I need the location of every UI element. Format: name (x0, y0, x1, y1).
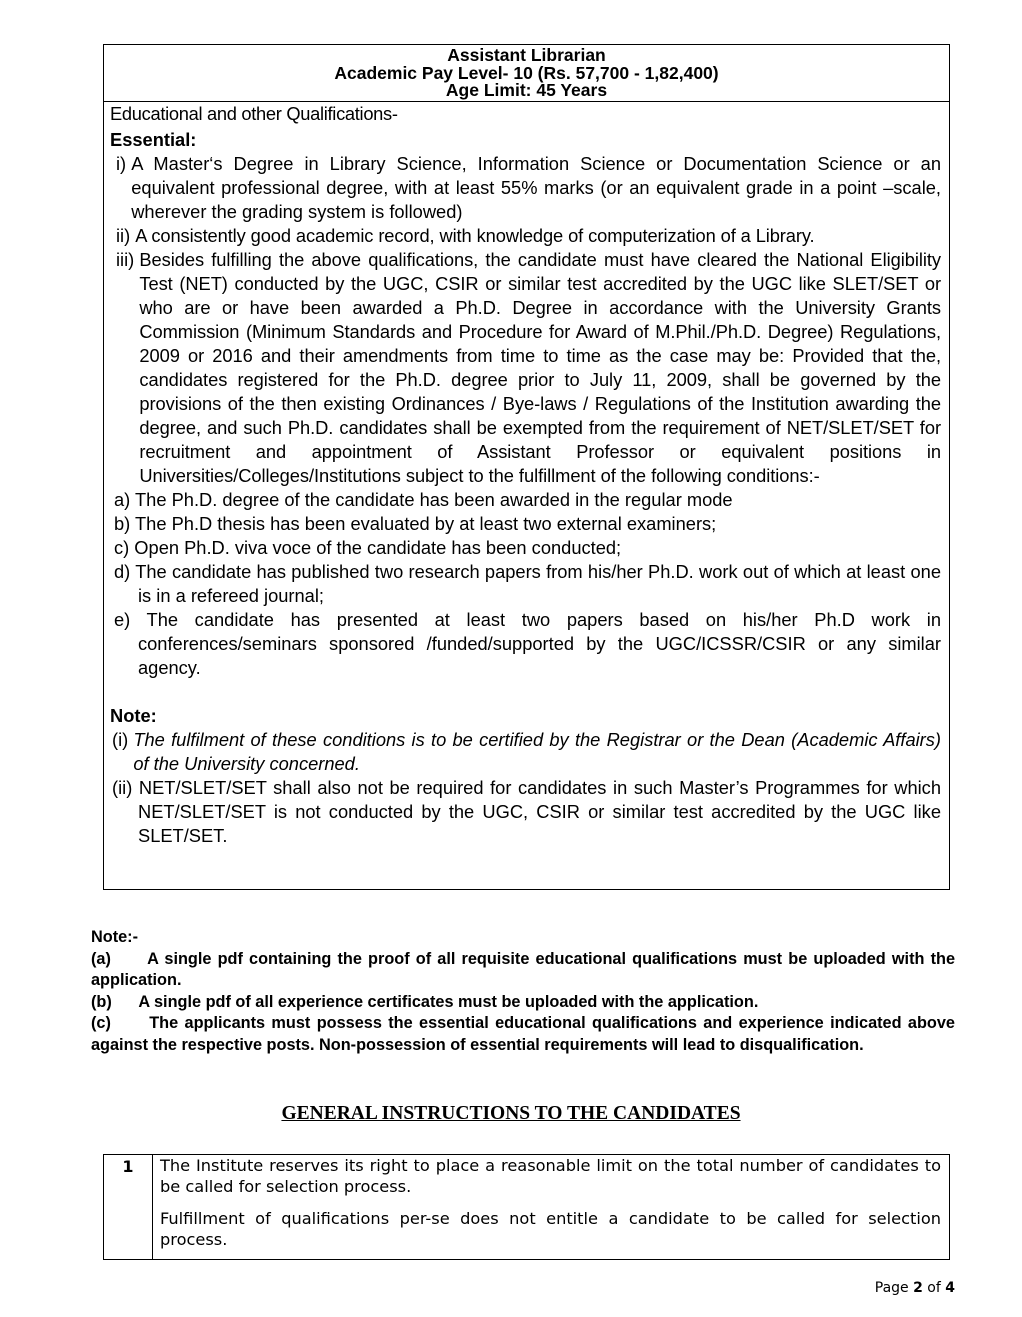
instruction-para-2: Fulfillment of qualifications per-se does not entitle a candidate to be called for selection process. (160, 1209, 941, 1249)
qualification-intro: Educational and other Qualifications- (110, 102, 398, 124)
instruction-number: 1 (104, 1155, 153, 1259)
note-c: (c) The applicants must possess the essential educational qualifications and experience indicated above against the respective posts. Non-possession of essential requirements will lead to disqualification. (91, 1014, 960, 1054)
general-instructions-table (103, 1154, 950, 1260)
page-total: 4 (945, 1280, 955, 1296)
essential-label: Essential: (110, 128, 197, 150)
instruction-para-1: The Institute reserves its right to place a reasonable limit on the total number of candidates to be called for selection process. (160, 1156, 941, 1196)
condition-e: e) The candidate has presented at least two papers based on his/her Ph.D work in conferences/seminars sponsored /funded/supported by the UGC/ICSSR/CSIR or any similar agency. (114, 608, 941, 678)
note-item-2: (ii) NET/SLET/SET shall also not be required for candidates in such Master’s Programmes for which NET/SLET/SET is not conducted by the UGC, CSIR or similar test accredited by the UGC like SLET/SET. (112, 776, 941, 846)
note-item-1: (i) The fulfilment of these conditions is to be certified by the Registrar or the Dean (Academic Affairs) of the University concerned. (112, 728, 941, 774)
instruction-text (153, 1155, 949, 1259)
post-header (104, 45, 949, 102)
essential-item-3: iii) Besides fulfilling the above qualifications, the candidate must have cleared the National Eligibility Test (NET) conducted by the UGC, CSIR or similar test accredited by the UGC like SLET/SET or who are or have been awarded a Ph.D. Degree in accordance with the University Grants Commission (Minimum Standards and Procedure for Award of M.Phil./Ph.D. Degree) Regulations, 2009 or 2016 and their amendments from time to time as the case may be: Provided that the, candidates registered for the Ph.D. degree prior to July 11, 2009, shall be governed by the provisions of the then existing Ordinances / Bye-laws / Regulations of the Institution awarding the degree, and such Ph.D. candidates shall be exempted from the requirement of NET/SLET/SET for recruitment and appointment of Assistant Professor or equivalent positions in Universities/Colleges/Institutions subject to the fulfillment of the following conditions:- (116, 248, 941, 486)
page-number: 2 (913, 1280, 923, 1296)
condition-c: c) Open Ph.D. viva voce of the candidate has been conducted; (114, 536, 622, 558)
qualification-box (103, 44, 950, 890)
note-b: (b) A single pdf of all experience certificates must be uploaded with the application. (91, 992, 759, 1011)
age-limit: Age Limit: 45 Years (445, 80, 608, 100)
condition-d: d) The candidate has published two research papers from his/her Ph.D. work out of which at least one is in a refereed journal; (114, 560, 941, 606)
page-footer: Page 2 of 4 (874, 1280, 955, 1296)
condition-b: b) The Ph.D thesis has been evaluated by at least two external examiners; (114, 512, 717, 534)
qualification-body (104, 102, 949, 848)
notes-label: Note:- (91, 928, 139, 946)
condition-a: a) The Ph.D. degree of the candidate has been awarded in the regular mode (114, 488, 733, 510)
pay-level: Academic Pay Level- 10 (Rs. 57,700 - 1,82,400) (334, 62, 719, 83)
note-label: Note: (110, 704, 157, 726)
essential-item-1: i) A Master‘s Degree in Library Science, Information Science or Documentation Science or an equivalent professional degree, with at least 55% marks (or an equivalent grade in a point –scale, wherever the grading system is followed) (116, 152, 941, 222)
general-instructions-title: GENERAL INSTRUCTIONS TO THE CANDIDATES (281, 1103, 741, 1124)
post-title: Assistant Librarian (447, 45, 606, 65)
application-notes (91, 927, 960, 1056)
note-a: (a) A single pdf containing the proof of all requisite educational qualifications must be uploaded with the application. (91, 949, 960, 989)
essential-item-2: ii) A consistently good academic record, with knowledge of computerization of a Library. (116, 224, 815, 246)
